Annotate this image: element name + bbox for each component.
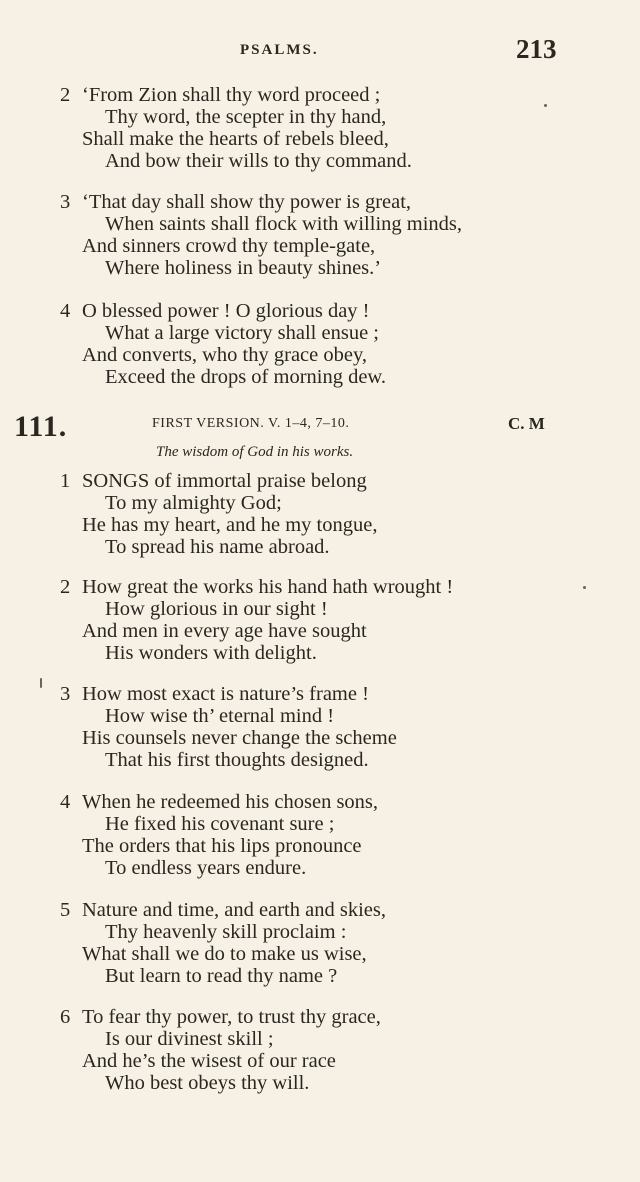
verse-line: How wise th’ eternal mind !: [105, 705, 335, 727]
verse-number: 6: [60, 1006, 71, 1028]
verse-line: The orders that his lips pronounce: [82, 835, 362, 857]
verse-line: When he redeemed his chosen sons,: [82, 791, 379, 813]
page-number: 213: [516, 34, 557, 64]
verse-line: Who best obeys thy will.: [105, 1072, 310, 1094]
psalm-number: 111.: [14, 410, 68, 443]
verse-line: O blessed power ! O glorious day !: [82, 300, 370, 322]
paper-speck: [583, 586, 586, 589]
verse-number: 4: [60, 300, 71, 322]
verse-line: Shall make the hearts of rebels bleed,: [82, 128, 389, 150]
verse-line: That his first thoughts designed.: [105, 749, 369, 771]
verse-line: How great the works his hand hath wrought !: [82, 576, 454, 598]
verse-line: Is our divinest skill ;: [105, 1028, 274, 1050]
verse-line: How glorious in our sight !: [105, 598, 328, 620]
verse-line: To spread his name abroad.: [105, 536, 330, 558]
version-label: FIRST VERSION. V. 1–4, 7–10.: [152, 416, 350, 431]
verse-line: And men in every age have sought: [82, 620, 367, 642]
verse-line: But learn to read thy name ?: [105, 965, 338, 987]
verse-line: He has my heart, and he my tongue,: [82, 514, 378, 536]
paper-speck: [544, 104, 547, 107]
running-head: [0, 34, 640, 68]
verse-number: 2: [60, 576, 71, 598]
verse-line: His counsels never change the scheme: [82, 727, 397, 749]
psalm-subtitle: The wisdom of God in his works.: [156, 444, 354, 460]
verse-number: 1: [60, 470, 71, 492]
verse-line: And bow their wills to thy command.: [105, 150, 412, 172]
psalm-heading: [0, 410, 640, 470]
paper-speck: [40, 678, 42, 688]
verse-number: 5: [60, 899, 71, 921]
verse-line: Exceed the drops of morning dew.: [105, 366, 387, 388]
running-title: PSALMS.: [240, 42, 319, 58]
verse-line: And sinners crowd thy temple-gate,: [82, 235, 376, 257]
verse-number: 3: [60, 683, 71, 705]
verse-line: Nature and time, and earth and skies,: [82, 899, 386, 921]
verse-line: Thy heavenly skill proclaim :: [105, 921, 347, 943]
verse-number: 4: [60, 791, 71, 813]
verse-line: Thy word, the scepter in thy hand,: [105, 106, 387, 128]
verse-line: SONGS of immortal praise belong: [82, 470, 367, 492]
verse-line: ‘From Zion shall thy word proceed ;: [82, 84, 381, 106]
verse-line: Where holiness in beauty shines.’: [105, 257, 382, 279]
verse-line: He fixed his covenant sure ;: [105, 813, 335, 835]
verse-line: And he’s the wisest of our race: [82, 1050, 336, 1072]
verse-line: To endless years endure.: [105, 857, 307, 879]
meter-label: C. M: [508, 414, 545, 433]
verse-line: To my almighty God;: [105, 492, 282, 514]
verse-line: ‘That day shall show thy power is great,: [82, 191, 412, 213]
verse-line: His wonders with delight.: [105, 642, 317, 664]
verse-line: When saints shall flock with willing minds,: [105, 213, 463, 235]
verse-line: To fear thy power, to trust thy grace,: [82, 1006, 381, 1028]
verse-number: 3: [60, 191, 71, 213]
verse-line: What a large victory shall ensue ;: [105, 322, 379, 344]
verse-line: How most exact is nature’s frame !: [82, 683, 369, 705]
verse-number: 2: [60, 84, 71, 106]
verse-line: What shall we do to make us wise,: [82, 943, 367, 965]
verse-line: And converts, who thy grace obey,: [82, 344, 368, 366]
